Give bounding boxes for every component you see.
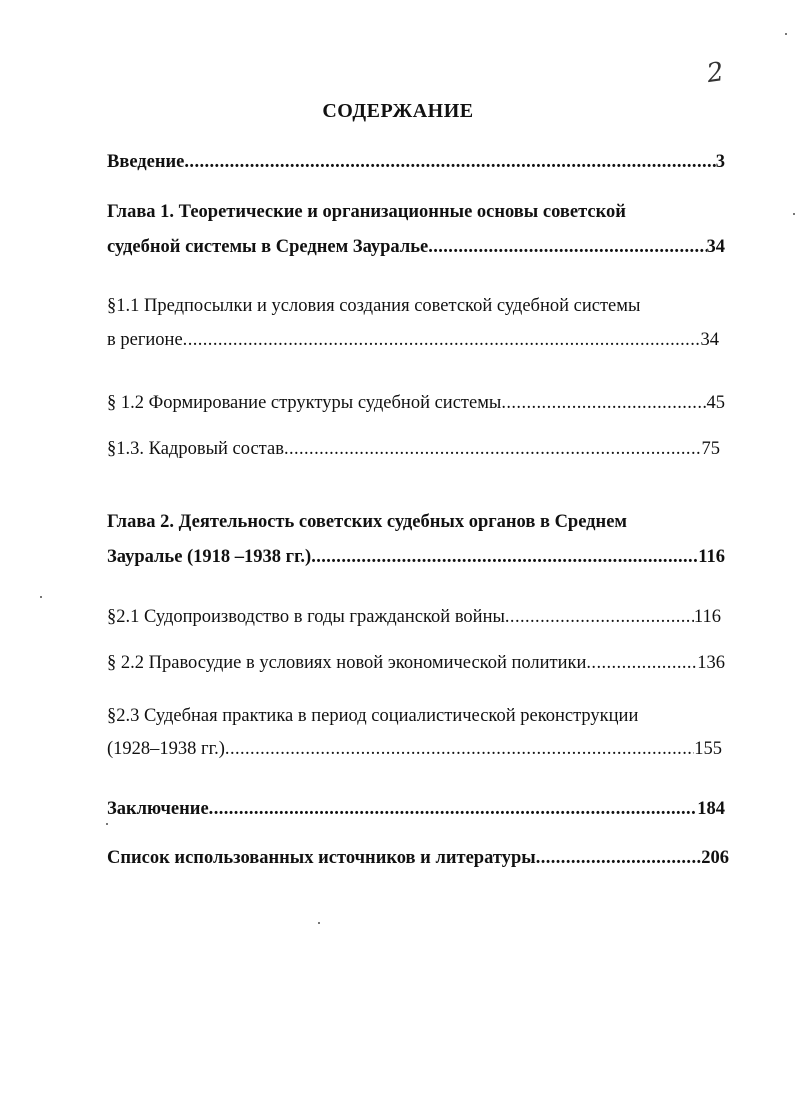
- toc-entry-page: 34: [700, 330, 719, 350]
- toc-entry-label: (1928–1938 гг.): [107, 739, 225, 759]
- toc-entry-label: § 1.2 Формирование структуры судебной системы: [107, 393, 502, 413]
- toc-entry-label: §2.1 Судопроизводство в годы гражданской войны: [107, 607, 505, 627]
- toc-entry-page: 34: [706, 237, 725, 257]
- dot-leader: [586, 651, 697, 675]
- toc-section-1-1: [107, 328, 719, 352]
- toc-entry-label: Введение: [107, 152, 185, 172]
- toc-entry-label: Заключение: [107, 799, 209, 819]
- toc-entry-page: 75: [701, 439, 720, 459]
- dot-leader: [501, 391, 706, 415]
- toc-section-2-3-line1: §2.3 Судебная практика в период социалистической реконструкции: [107, 706, 639, 726]
- dot-leader: [311, 545, 698, 569]
- handwritten-page-number: 2: [704, 56, 726, 90]
- toc-entry-page: 206: [701, 848, 729, 868]
- toc-entry-conclusion: [107, 797, 725, 821]
- toc-entry-page: 116: [693, 607, 721, 627]
- toc-chapter-2-line1: Глава 2. Деятельность советских судебных органов в Среднем: [107, 512, 628, 532]
- toc-entry-page: 155: [694, 739, 722, 759]
- toc-section-1-2: [107, 391, 725, 415]
- toc-entry-label: Зауралье (1918 –1938 гг.): [107, 547, 312, 567]
- toc-entry-sources: [107, 846, 729, 870]
- toc-entry-intro: [107, 150, 725, 174]
- toc-entry-label: Список использованных источников и литературы: [107, 848, 536, 868]
- dot-leader: [505, 605, 694, 629]
- toc-entry-label: § 2.2 Правосудие в условиях новой экономической политики: [107, 653, 587, 673]
- dot-leader: [428, 235, 706, 259]
- toc-section-2-3: [107, 737, 722, 761]
- toc-chapter-2: [107, 545, 725, 569]
- scan-speck: [106, 823, 108, 825]
- toc-chapter-1: [107, 235, 725, 259]
- toc-section-2-2: [107, 651, 725, 675]
- scan-speck: [793, 213, 795, 215]
- dot-leader: [536, 846, 702, 870]
- dot-leader: [183, 328, 701, 352]
- toc-entry-label: в регионе: [107, 330, 183, 350]
- toc-chapter-1-line1: Глава 1. Теоретические и организационные основы советской: [107, 202, 626, 222]
- page-title: СОДЕРЖАНИЕ: [322, 100, 474, 122]
- dot-leader: [284, 437, 702, 461]
- dot-leader: [209, 797, 698, 821]
- dot-leader: [225, 737, 694, 761]
- toc-entry-label: судебной системы в Среднем Зауралье: [107, 237, 429, 257]
- scan-speck: [785, 33, 787, 35]
- toc-entry-page: 136: [697, 653, 725, 673]
- toc-section-1-3: [107, 437, 720, 461]
- toc-section-1-1-line1: §1.1 Предпосылки и условия создания советской судебной системы: [107, 296, 641, 316]
- dot-leader: [184, 150, 715, 174]
- toc-entry-page: 3: [715, 152, 725, 172]
- toc-entry-page: 184: [697, 799, 725, 819]
- scan-speck: [40, 596, 42, 598]
- toc-entry-label: §1.3. Кадровый состав: [107, 439, 284, 459]
- toc-section-2-1: [107, 605, 721, 629]
- toc-entry-page: 45: [706, 393, 725, 413]
- toc-entry-page: 116: [698, 547, 725, 567]
- scan-speck: [318, 922, 320, 924]
